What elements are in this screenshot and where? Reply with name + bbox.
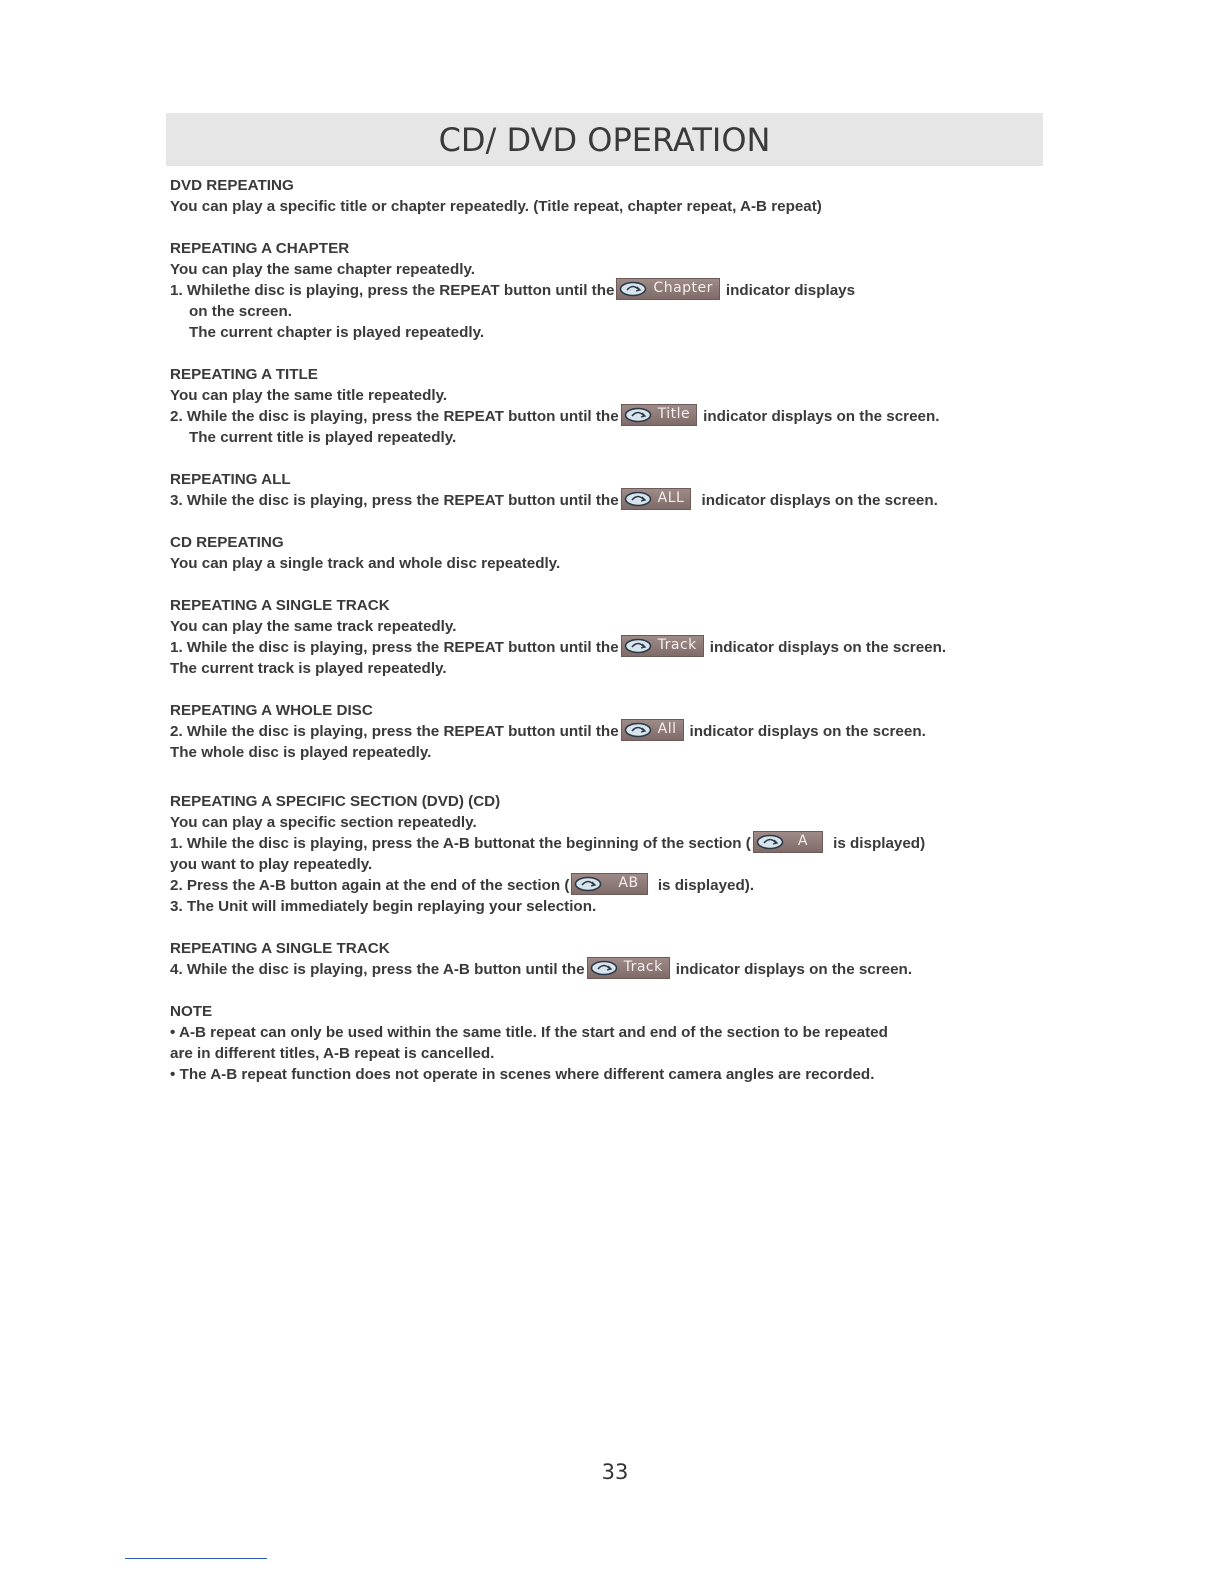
whole-disc-repeat-indicator xyxy=(621,719,684,741)
step-text: indicator displays on the screen. xyxy=(709,639,947,656)
paragraph: You can play the same title repeatedly. xyxy=(170,387,448,404)
paragraph: You can play the same track repeatedly. xyxy=(170,618,457,635)
section-heading-single-track-ab: REPEATING A SINGLE TRACK xyxy=(170,940,390,957)
step-text: indicator displays xyxy=(725,282,856,299)
paragraph: You can play a specific section repeatedly. xyxy=(170,814,477,831)
section-heading-whole-disc: REPEATING A WHOLE DISC xyxy=(170,702,373,719)
indicator-label: AB xyxy=(618,875,639,892)
indicator-label: Track xyxy=(623,959,663,976)
section-heading-single-track: REPEATING A SINGLE TRACK xyxy=(170,597,390,614)
section-heading-cd-repeating: CD REPEATING xyxy=(170,534,284,551)
instruction-step xyxy=(170,875,1030,896)
manual-content xyxy=(170,175,1030,1085)
ab-point-indicator xyxy=(571,873,647,895)
step-continuation: on the screen. xyxy=(189,303,292,320)
step-text: indicator displays on the screen. xyxy=(703,408,940,425)
indicator-label: Chapter xyxy=(653,280,713,297)
repeat-disc-icon xyxy=(624,722,652,738)
chapter-repeat-indicator xyxy=(616,278,719,300)
indicator-label: ALL xyxy=(657,490,685,507)
step-continuation: you want to play repeatedly. xyxy=(170,856,373,873)
paragraph: You can play the same chapter repeatedly. xyxy=(170,261,475,278)
step-text: 4. While the disc is playing, press the A-B button until the xyxy=(170,961,585,978)
repeat-disc-icon xyxy=(574,876,602,892)
track-repeat-indicator xyxy=(621,635,704,657)
step-text: indicator displays on the screen. xyxy=(697,492,938,509)
instruction-step xyxy=(170,490,1030,511)
section-heading-chapter: REPEATING A CHAPTER xyxy=(170,240,350,257)
indicator-label: A xyxy=(797,833,808,850)
paragraph: You can play a specific title or chapter repeatedly. (Title repeat, chapter repeat, A-B repeat) xyxy=(170,198,822,215)
step-text: indicator displays on the screen. xyxy=(689,723,926,740)
step-text: 1. While the disc is playing, press the REPEAT button until the xyxy=(170,639,619,656)
repeat-disc-icon xyxy=(624,491,652,507)
step-text: 2. While the disc is playing, press the REPEAT button until the xyxy=(170,408,619,425)
header-bar xyxy=(166,113,1043,166)
a-point-indicator xyxy=(753,831,823,853)
step-text: 1. While the disc is playing, press the A-B buttonat the beginning of the section ( xyxy=(170,835,751,852)
section-heading-note: NOTE xyxy=(170,1003,213,1020)
footnote-rule xyxy=(125,1558,267,1559)
instruction-step xyxy=(170,833,1030,854)
instruction-step xyxy=(170,280,1030,301)
instruction-step xyxy=(170,721,1030,742)
instruction-step xyxy=(170,959,1030,980)
paragraph: You can play a single track and whole disc repeatedly. xyxy=(170,555,561,572)
instruction-step xyxy=(170,637,1030,658)
note-item: • A-B repeat can only be used within the same title. If the start and end of the section to be repeated xyxy=(170,1024,888,1041)
section-heading-specific-section: REPEATING A SPECIFIC SECTION (DVD) (CD) xyxy=(170,793,501,810)
step-result: The current chapter is played repeatedly. xyxy=(189,324,485,341)
section-heading-all: REPEATING ALL xyxy=(170,471,291,488)
section-heading-title: REPEATING A TITLE xyxy=(170,366,318,383)
step-text: is displayed) xyxy=(828,835,926,852)
step-text: is displayed). xyxy=(653,877,755,894)
repeat-disc-icon xyxy=(756,834,784,850)
step-result: The current title is played repeatedly. xyxy=(189,429,457,446)
step-result: The current track is played repeatedly. xyxy=(170,660,447,677)
step-text: indicator displays on the screen. xyxy=(675,961,913,978)
section-heading-dvd-repeating: DVD REPEATING xyxy=(170,177,294,194)
note-item-continuation: are in different titles, A-B repeat is cancelled. xyxy=(170,1045,495,1062)
page-title: CD/ DVD OPERATION xyxy=(438,120,771,159)
repeat-disc-icon xyxy=(619,281,647,297)
indicator-label: Track xyxy=(657,637,697,654)
indicator-label: All xyxy=(657,721,677,738)
title-repeat-indicator xyxy=(621,404,698,426)
step-text: 3. While the disc is playing, press the REPEAT button until the xyxy=(170,492,619,509)
step-text: 2. While the disc is playing, press the REPEAT button until the xyxy=(170,723,619,740)
page-number: 33 xyxy=(601,1460,629,1484)
step-result: The whole disc is played repeatedly. xyxy=(170,744,432,761)
instruction-step xyxy=(170,406,1030,427)
instruction-step: 3. The Unit will immediately begin replaying your selection. xyxy=(170,898,597,915)
all-repeat-indicator xyxy=(621,488,692,510)
indicator-label: Title xyxy=(657,406,691,423)
repeat-disc-icon xyxy=(624,407,652,423)
track-repeat-indicator xyxy=(587,957,670,979)
step-text: 1. Whilethe disc is playing, press the REPEAT button until the xyxy=(170,282,615,299)
note-item: • The A-B repeat function does not operate in scenes where different camera angles are recorded. xyxy=(170,1066,875,1083)
repeat-disc-icon xyxy=(624,638,652,654)
step-text: 2. Press the A-B button again at the end of the section ( xyxy=(170,877,570,894)
repeat-disc-icon xyxy=(590,960,618,976)
